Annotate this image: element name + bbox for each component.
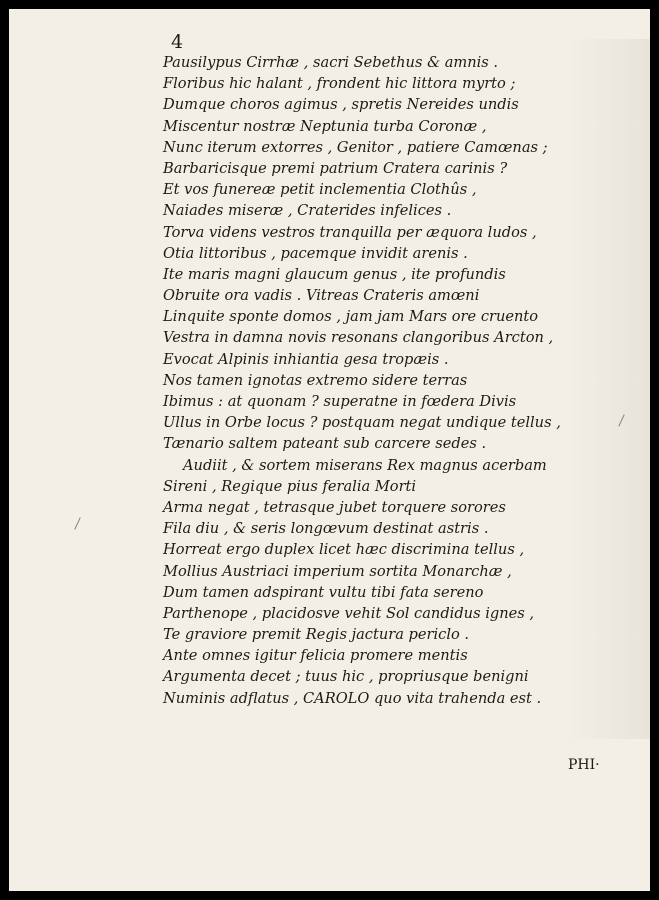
verse-line: Parthenope , placidosve vehit Sol candidus ignes , xyxy=(163,604,535,622)
catchword: PHI· xyxy=(568,757,600,773)
verse-line: Vestra in damna novis resonans clangoribus Arcton , xyxy=(163,329,554,347)
verse-line: Tænario saltem pateant sub carcere sedes . xyxy=(163,435,487,453)
verse-line: Linquite sponte domos , jam jam Mars ore cruento xyxy=(163,308,539,326)
verse-line: Ullus in Orbe locus ? postquam negat undique tellus , xyxy=(163,414,561,432)
verse-line: Fila diu , & seris longœvum destinat astris . xyxy=(163,520,489,538)
ink-mark xyxy=(74,517,80,529)
verse-line: Naiades miseræ , Craterides infelices . xyxy=(163,202,452,220)
verse-line: Barbaricisque premi patrium Cratera carinis ? xyxy=(163,159,508,177)
page-number: 4 xyxy=(171,31,184,53)
verse-line: Ite maris magni glaucum genus , ite profundis xyxy=(163,265,506,283)
verse-line: Mollius Austriaci imperium sortita Monarchæ , xyxy=(163,562,512,580)
verse-line: Ibimus : at quonam ? superatne in fœdera Divis xyxy=(163,393,517,410)
verse-line: Obruite ora vadis . Vitreas Crateris amœni xyxy=(163,287,480,305)
verse-line: Audiit , & sortem miserans Rex magnus acerbam xyxy=(183,456,547,474)
verse-line: Ante omnes igitur felicia promere mentis xyxy=(163,647,468,665)
verse-line: Floribus hic halant , frondent hic littora myrto ; xyxy=(163,75,516,93)
verse-line: Arma negat , tetrasque jubet torquere sorores xyxy=(163,498,506,516)
verse-line: Nos tamen ignotas extremo sidere terras xyxy=(163,371,468,389)
verse-line: Dum tamen adspirant vultu tibi fata sereno xyxy=(163,583,484,601)
verse-line: Te graviore premit Regis jactura periclo . xyxy=(163,626,470,644)
verse-line: Et vos funereæ petit inclementia Clothûs , xyxy=(163,181,477,199)
verse-text xyxy=(163,52,633,709)
verse-line: Nunc iterum extorres , Genitor , patiere Camœnas ; xyxy=(163,138,548,156)
book-page xyxy=(9,9,650,891)
verse-line: Otia littoribus , pacemque invidit arenis . xyxy=(163,244,468,262)
verse-line: Dumque choros agimus , spretis Nereides undis xyxy=(163,96,519,114)
verse-line: Evocat Alpinis inhiantia gesa tropæis . xyxy=(163,350,449,368)
verse-line: Miscentur nostræ Neptunia turba Coronæ , xyxy=(163,117,487,135)
verse-line: Horreat ergo duplex licet hæc discrimina tellus , xyxy=(163,541,525,559)
verse-line: Torva videns vestros tranquilla per æquora ludos , xyxy=(163,223,537,241)
verse-line: Sireni , Regique pius feralia Morti xyxy=(163,477,417,495)
verse-line: Numinis adflatus , CAROLO quo vita trahenda est . xyxy=(163,689,542,707)
verse-line: Pausilypus Cirrhæ , sacri Sebethus & amnis . xyxy=(163,54,499,71)
verse-line: Argumenta decet ; tuus hic , propriusque benigni xyxy=(163,668,529,686)
